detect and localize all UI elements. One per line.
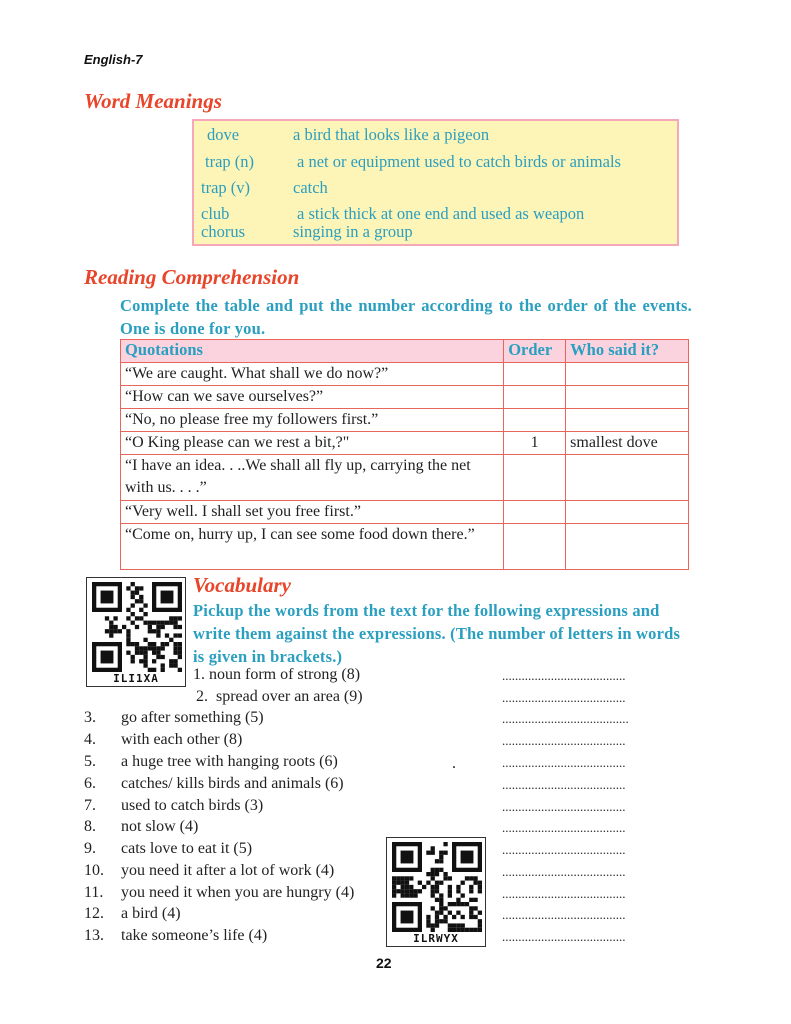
header-quotations: Quotations — [121, 340, 504, 363]
order-cell[interactable] — [504, 501, 566, 524]
table-header-row — [121, 340, 689, 363]
table-row — [121, 455, 689, 501]
header-who: Who said it? — [566, 340, 689, 363]
order-cell[interactable] — [504, 409, 566, 432]
wm-word: trap (v) — [201, 178, 251, 197]
vocab-item-text: with each other (8) — [121, 731, 243, 748]
vocab-item-text: not slow (4) — [121, 818, 199, 835]
wm-word: chorus — [201, 222, 245, 241]
word-meanings-box — [192, 119, 679, 246]
vocab-item-number: 3. — [84, 709, 96, 726]
who-cell[interactable] — [566, 501, 689, 524]
answer-blank[interactable]: ...................................... — [502, 886, 626, 901]
qr-code-1[interactable] — [86, 577, 186, 687]
vocab-item-text: catches/ kills birds and animals (6) — [121, 775, 344, 792]
who-cell[interactable] — [566, 524, 689, 570]
vocab-item-text: a bird (4) — [121, 905, 181, 922]
answer-blank[interactable]: ...................................... — [502, 929, 626, 944]
vocab-item-number: 2. — [196, 688, 208, 705]
vocab-item-number: 12. — [84, 905, 104, 922]
table-row — [121, 501, 689, 524]
page-number: 22 — [376, 955, 392, 971]
wm-meaning: catch — [293, 178, 328, 197]
order-cell[interactable]: 1 — [504, 432, 566, 455]
quotations-table — [120, 339, 689, 570]
vocab-item-number: 9. — [84, 840, 96, 857]
qr-code-2[interactable] — [386, 837, 486, 947]
qr-label: ILI1XA — [113, 672, 159, 685]
quote-cell: “We are caught. What shall we do now?” — [121, 363, 504, 386]
stray-dot: . — [452, 755, 456, 772]
vocab-item-number: 1. — [193, 666, 205, 683]
who-cell[interactable] — [566, 409, 689, 432]
table-row — [121, 363, 689, 386]
answer-blank[interactable]: ...................................... — [502, 820, 626, 835]
wm-word: club — [201, 204, 230, 223]
who-cell[interactable] — [566, 386, 689, 409]
qr-pattern — [92, 582, 182, 672]
vocab-item-text: cats love to eat it (5) — [121, 840, 253, 857]
quote-cell: “O King please can we rest a bit,?" — [121, 432, 504, 455]
who-cell[interactable] — [566, 455, 689, 501]
wm-meaning: a stick thick at one end and used as weapon — [297, 204, 585, 223]
quote-cell: “How can we save ourselves?” — [121, 386, 504, 409]
answer-blank[interactable]: ...................................... — [502, 733, 626, 748]
order-cell[interactable] — [504, 363, 566, 386]
wm-word: dove — [207, 125, 240, 144]
vocab-item-text: take someone’s life (4) — [121, 927, 268, 944]
reading-instruction: Complete the table and put the number according to the order of the events. One is done for you. — [120, 296, 692, 338]
vocab-item-text: you need it after a lot of work (4) — [121, 862, 335, 879]
answer-blank[interactable]: ...................................... — [502, 777, 626, 792]
reading-heading: Reading Comprehension — [84, 265, 300, 289]
book-title: English-7 — [84, 52, 143, 67]
vocab-item-number: 7. — [84, 797, 96, 814]
qr-pattern — [392, 842, 482, 932]
who-cell[interactable]: smallest dove — [566, 432, 689, 455]
vocab-item-number: 11. — [84, 884, 104, 901]
order-cell[interactable] — [504, 524, 566, 570]
vocab-item-text: noun form of strong (8) — [209, 666, 361, 683]
vocabulary-heading: Vocabulary — [193, 573, 292, 597]
wm-meaning: a bird that looks like a pigeon — [293, 125, 490, 144]
quote-cell: “No, no please free my followers first.” — [121, 409, 504, 432]
word-meanings-heading: Word Meanings — [84, 89, 222, 113]
vocab-item-number: 5. — [84, 753, 96, 770]
qr-label: ILRWYX — [413, 932, 459, 945]
quote-cell: “I have an idea. . ..We shall all fly up, carrying the net with us. . . .” — [121, 455, 504, 501]
vocab-item-text: go after something (5) — [121, 709, 264, 726]
table-row — [121, 432, 689, 455]
quote-cell: “Come on, hurry up, I can see some food down there.” — [121, 524, 504, 570]
wm-meaning: a net or equipment used to catch birds or animals — [297, 152, 621, 171]
vocab-item-text: spread over an area (9) — [216, 688, 363, 705]
table-row — [121, 524, 689, 570]
answer-blank[interactable]: ...................................... — [502, 799, 626, 814]
quote-cell: “Very well. I shall set you free first.” — [121, 501, 504, 524]
answer-blank[interactable]: ....................................... — [502, 711, 629, 726]
answer-blank[interactable]: ...................................... — [502, 842, 626, 857]
table-row — [121, 386, 689, 409]
order-cell[interactable] — [504, 455, 566, 501]
vocab-item-number: 13. — [84, 927, 104, 944]
vocab-item-number: 4. — [84, 731, 96, 748]
order-cell[interactable] — [504, 386, 566, 409]
vocab-item-text: used to catch birds (3) — [121, 797, 264, 814]
vocab-item-number: 6. — [84, 775, 96, 792]
answer-blank[interactable]: ...................................... — [502, 864, 626, 879]
table-row — [121, 409, 689, 432]
header-order: Order — [504, 340, 566, 363]
who-cell[interactable] — [566, 363, 689, 386]
answer-blank[interactable]: ...................................... — [502, 690, 626, 705]
wm-meaning: singing in a group — [293, 222, 413, 241]
vocab-item-text: a huge tree with hanging roots (6) — [121, 753, 338, 770]
answer-blank[interactable]: ...................................... — [502, 907, 626, 922]
answer-blank[interactable]: ...................................... — [502, 668, 626, 683]
vocabulary-instruction: Pickup the words from the text for the following expressions and write them against the expressions. (The number of letters in words is given in brackets.) — [193, 601, 681, 666]
answer-blank[interactable]: ...................................... — [502, 755, 626, 770]
vocab-item-number: 10. — [84, 862, 104, 879]
vocab-item-text: you need it when you are hungry (4) — [121, 884, 355, 901]
wm-word: trap (n) — [205, 152, 255, 171]
vocab-item-number: 8. — [84, 818, 96, 835]
